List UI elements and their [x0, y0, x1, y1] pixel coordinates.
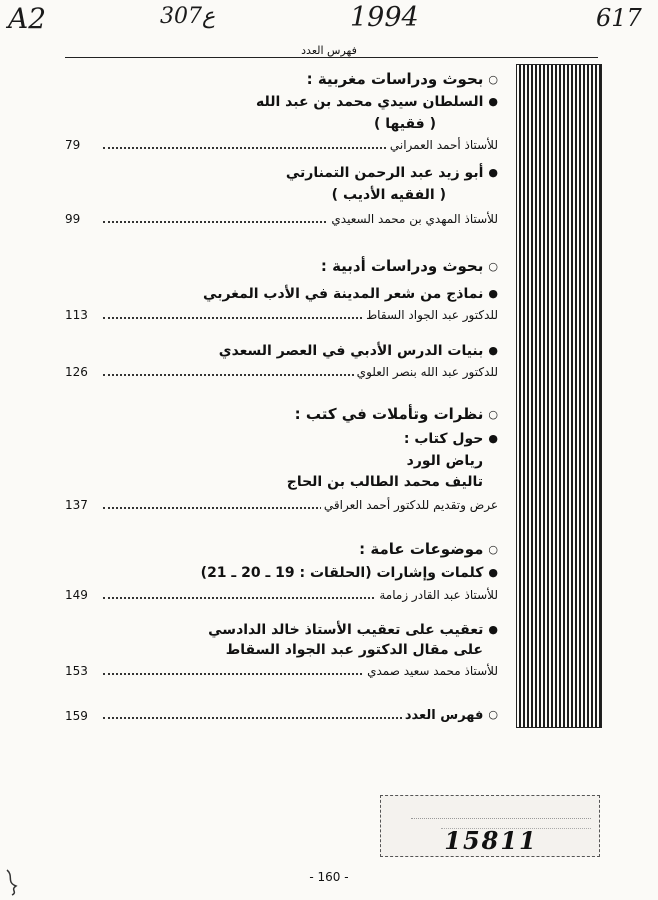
handwritten-a2: A2	[8, 2, 47, 35]
entry-title: ●كلمات وإشارات (الحلقات : 19 ـ 20 ـ 21)	[200, 565, 498, 581]
entry-page: 153	[65, 664, 88, 678]
entry-page: 113	[65, 308, 88, 322]
section-heading: ○بحوث ودراسات مغربية :	[306, 70, 498, 88]
entry-author: للأستاذ أحمد العمراني	[387, 138, 498, 152]
bullet-icon: ●	[488, 566, 498, 579]
bullet-icon: ●	[488, 432, 498, 445]
entry-page: 149	[65, 588, 88, 602]
section-heading: ○بحوث ودراسات أدبية :	[320, 257, 498, 275]
section-heading: ○موضوعات عامة :	[359, 540, 498, 558]
book-author-line: تاليف محمد الطالب بن الحاج	[286, 474, 483, 490]
entry-author: للأستاذ محمد سعيد صمدي	[364, 664, 498, 678]
toc-row	[65, 136, 498, 152]
hollow-circle-icon: ○	[488, 408, 498, 421]
section-heading: ○نظرات وتأملات في كتب :	[294, 405, 498, 423]
entry-author: للأستاذ عبد القادر زمامة	[376, 588, 498, 602]
bullet-icon: ●	[488, 95, 498, 108]
entry-author: للدكتور عبد الجواد السقاط	[363, 308, 498, 322]
entry-title: ●أبو زيد عبد الرحمن التمنارتي	[285, 165, 498, 181]
entry-page: 137	[65, 498, 88, 512]
stamp-number: 15811	[444, 826, 538, 855]
entry-author: للأستاذ المهدي بن محمد السعيدي	[328, 212, 498, 226]
entry-subtitle: ( الفقيه الأديب )	[331, 187, 446, 203]
bullet-icon: ●	[488, 287, 498, 300]
hollow-circle-icon: ○	[488, 260, 498, 273]
toc-row	[65, 496, 498, 512]
entry-title: ●السلطان سيدي محمد بن عبد الله	[256, 94, 498, 110]
page-header-title: فهرس العدد	[301, 44, 357, 57]
bullet-icon: ●	[488, 623, 498, 636]
entry-page: 99	[65, 212, 81, 226]
entry-author: للدكتور عبد الله بنصر العلوي	[354, 365, 498, 379]
hollow-circle-icon: ○	[488, 543, 498, 556]
entry-title: ●حول كتاب :	[403, 431, 498, 447]
toc-row	[65, 210, 498, 226]
entry-subtitle: ( فقيها )	[373, 116, 436, 132]
toc-row	[65, 306, 498, 322]
handwritten-number: 617	[596, 4, 642, 32]
entry-page: 159	[65, 709, 88, 723]
section-heading-index: ○فهرس العدد	[402, 708, 498, 723]
toc-row	[65, 363, 498, 379]
header-rule	[65, 57, 598, 58]
stamp-faded-text	[411, 802, 591, 819]
decorative-stripe-column	[516, 64, 602, 728]
hollow-circle-icon: ○	[488, 73, 498, 86]
entry-title-continuation: على مقال الدكتور عبد الجواد السقاط	[225, 642, 483, 658]
bullet-icon: ●	[488, 166, 498, 179]
entry-page: 126	[65, 365, 88, 379]
page-number: - 160 -	[309, 870, 349, 884]
library-stamp	[380, 795, 600, 857]
entry-title: ●تعقيب على تعقيب الأستاذ خالد الدادسي	[208, 622, 498, 638]
entry-page: 79	[65, 138, 81, 152]
toc-row-index	[65, 705, 498, 723]
toc-row	[65, 662, 498, 678]
toc-row	[65, 586, 498, 602]
book-title-line: رياض الورد	[406, 453, 483, 469]
hollow-circle-icon: ○	[488, 708, 498, 721]
entry-author: عرض وتقديم للدكتور أحمد العراقي	[321, 498, 498, 512]
entry-title: ●بنيات الدرس الأدبي في العصر السعدي	[218, 343, 498, 359]
bullet-icon: ●	[488, 344, 498, 357]
entry-title: ●نماذج من شعر المدينة في الأدب المغربي	[203, 286, 498, 302]
corner-scribble-mark	[4, 868, 24, 896]
handwritten-year: 1994	[350, 2, 419, 33]
handwritten-code: 307ع	[160, 4, 216, 29]
